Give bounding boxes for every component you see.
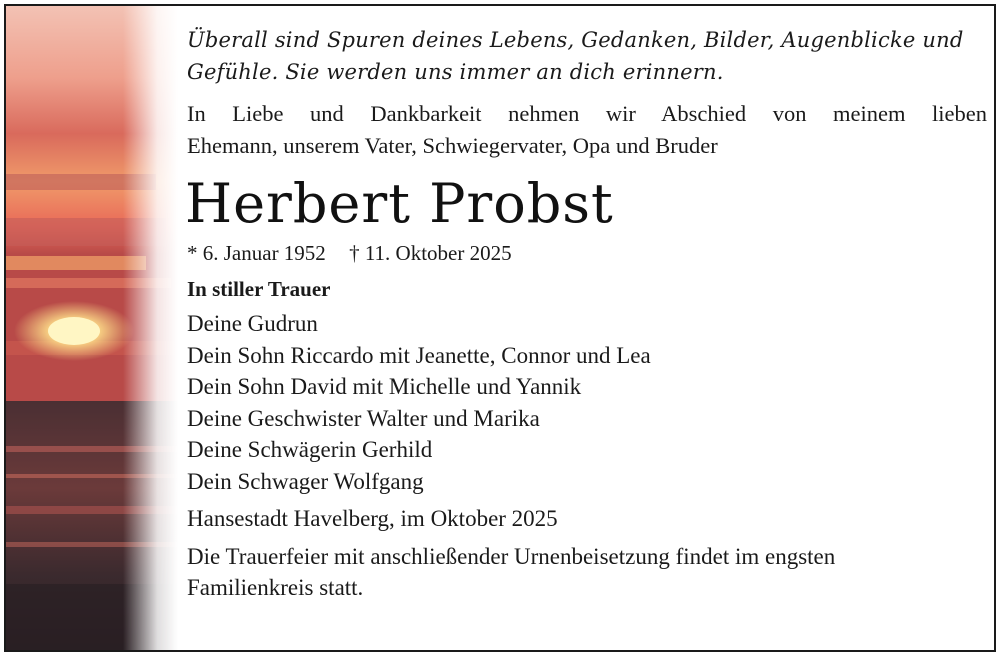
intro-line: Ehemann, unserem Vater, Schwiegervater, Opa und Bruder — [187, 133, 718, 158]
place-and-date: Hansestadt Havelberg, im Oktober 2025 — [187, 506, 558, 531]
mourning-heading: In stiller Trauer — [187, 277, 331, 301]
deceased-name: Herbert Probst — [185, 172, 614, 235]
motto-verse — [187, 24, 987, 88]
mourners-list — [187, 308, 987, 497]
mourner-entry: Dein Sohn Riccardo mit Jeanette, Connor und Lea — [187, 342, 651, 368]
image-fade-overlay — [6, 6, 178, 650]
mourner-entry: Deine Geschwister Walter und Marika — [187, 405, 540, 431]
death-date: † 11. Oktober 2025 — [349, 241, 512, 265]
mourner-entry: Deine Schwägerin Gerhild — [187, 437, 433, 462]
farewell-intro — [187, 98, 987, 162]
life-dates — [187, 238, 987, 268]
motto-line: Überall sind Spuren deines Lebens, Gedanken, Bilder, Augenblicke und — [187, 28, 964, 52]
mourner-entry: Deine Gudrun — [187, 311, 318, 336]
sunset-sea-image — [6, 6, 178, 650]
birth-date: * 6. Januar 1952 — [187, 241, 326, 265]
mourner-entry: Dein Sohn David mit Michelle und Yannik — [187, 374, 582, 399]
obituary-text — [187, 24, 987, 603]
obituary-card — [4, 4, 996, 652]
motto-line: Gefühle. Sie werden uns immer an dich erinnern. — [187, 60, 724, 84]
funeral-notice — [187, 541, 987, 603]
intro-line: In Liebe und Dankbarkeit nehmen wir Abschied von meinem lieben — [187, 101, 987, 126]
mourner-entry: Dein Schwager Wolfgang — [187, 468, 424, 494]
ceremony-line: Die Trauerfeier mit anschließender Urnenbeisetzung findet im engsten — [187, 544, 836, 569]
ceremony-line: Familienkreis statt. — [187, 575, 364, 600]
